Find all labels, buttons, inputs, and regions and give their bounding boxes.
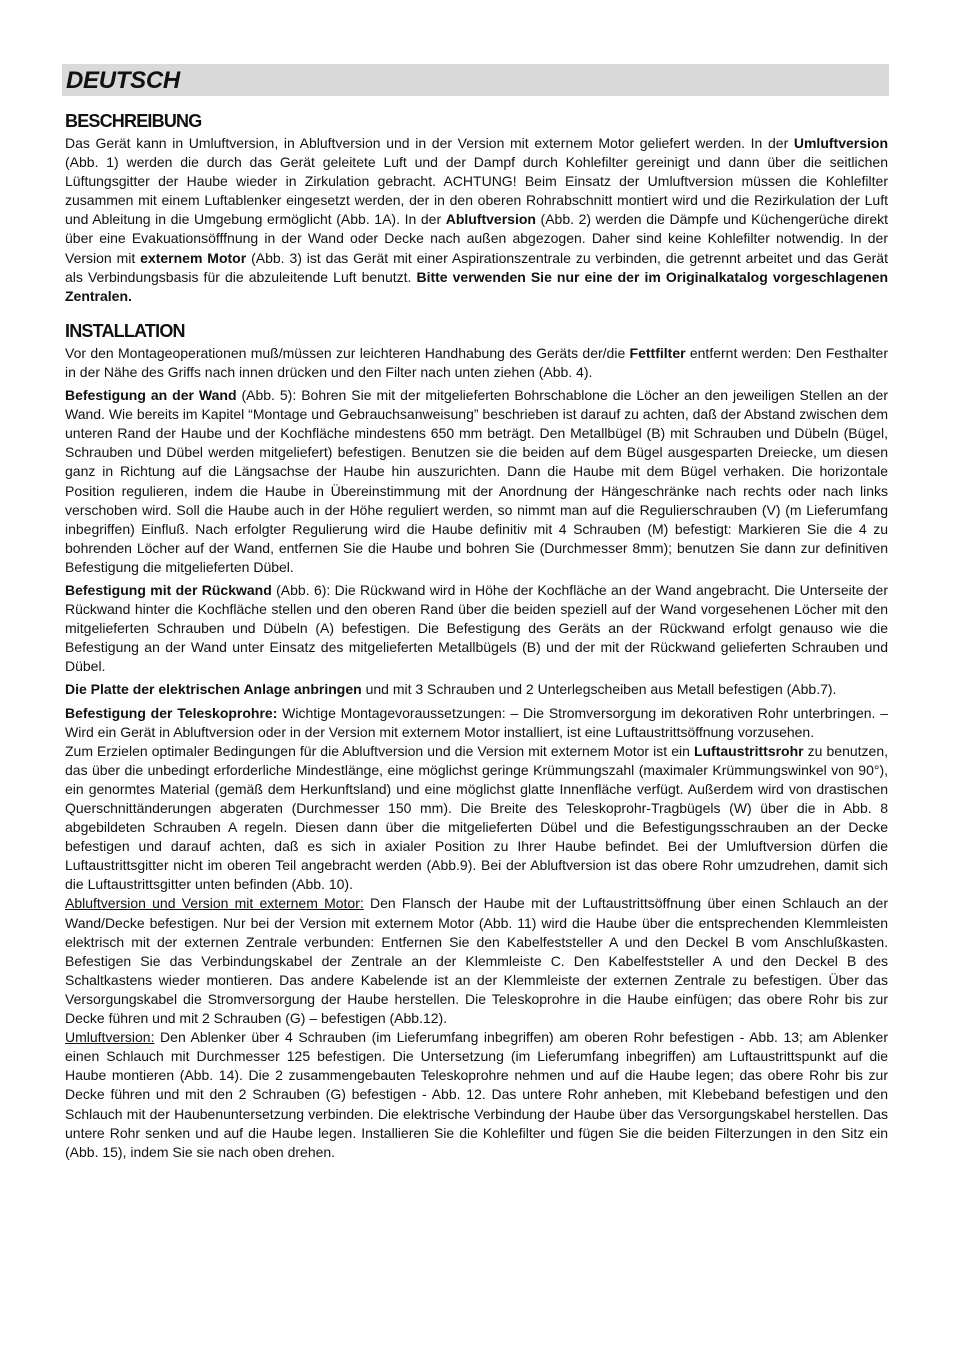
recirculation-version-paragraph: Umluftversion: Den Ablenker über 4 Schrauben (im Lieferumfang inbegriffen) am oberen Rohr befestigen - Abb. 13; am Ablenker einen Schlauch mit Durchmesser 125 befestigen. Die Untersetzung (im Lieferumfang inbegriffen) am Luftaustrittspunkt auf die Haube montieren (Abb. 14). Die 2 zusammengebauten Teleskoprohre nehmen und auf die Haube legen; das obere Rohr bis zur Decke führen und mit den 2 Schrauben (G) befestigen - Abb. 12. Das untere Rohr anheben, mit Klebeband befestigen und den Schlauch mit der Haubenuntersetzung verbinden. Die elektrische Verbindung der Haube über das Versorgungskabel herstellen. Das untere Rohr senken und auf die Haube legen. Installieren Sie die Kohlefilter und fügen Sie die beiden Filterzungen in den Sitz ein (Abb. 15), indem Sie sie nach oben drehen. [65, 1029, 888, 1160]
ducted-version-paragraph: Abluftversion und Version mit externem Motor: Den Flansch der Haube mit der Luftaustrittsöffnung über einen Schlauch an der Wand/Decke befestigen. Nur bei der Version mit externem Motor (Abb. 11) wird die Haube über die entsprechenden Klemmleisten elektrisch mit der externen Zentrale verbunden: Entfernen Sie den Kabelfeststeller A und den Deckel B vom Anschlußkasten. Befestigen Sie das Verbindungskabel der Zentrale an der Klemmleiste C. Den Kabelfeststeller A und den Deckel B des Schaltkastens wieder montieren. Das andere Kabelende ist an der Klemmleiste der externen Zentrale zu befestigen. Über das Versorgungskabel die Stromversorgung der Haube herstellen. Die Teleskoprohre in die Haube einfügen; das obere Rohr bis zur Decke führen und mit 2 Schrauben (G) – befestigen (Abb.12). [65, 895, 888, 1027]
description-heading: BESCHREIBUNG [65, 111, 202, 131]
installation-heading: INSTALLATION [65, 320, 185, 341]
exhaust-tube-paragraph: Zum Erzielen optimaler Bedingungen für die Abluftversion und die Version mit externem Motor ist ein Luftaustrittsrohr zu benutzen, das über die unbedingt erforderliche Mindestlänge, eine möglichst geringe Krümmungszahl (maximaler Krümmungswinkel von 90°), ein genormtes Material (gemäß dem Herkunftsland) und eine möglichst glatte Innenfläche verfügt. Außerdem wird von drastischen Querschnittänderungen abgeraten (Durchmesser 150 mm). Die Breite des Teleskoprohr-Tragbügels (W) über die in Abb. 8 abgebildeten Schrauben A regeln. Diesen dann über die mitgelieferten Dübel und die Befestigungsschrauben an der Decke befestigen und darauf achten, daß es sich in axialer Position zu Ihrer Haube befindet. Bei der Umluftversion dürfen die Luftaustrittsgitter nicht im oberen Teil angebracht werden (Abb.9). Bei der Abluftversion ist das obere Rohr umzudrehen, damit sich die Luftaustrittsgitter unten befinden (Abb. 10). [65, 742, 889, 893]
language-title: DEUTSCH [66, 67, 180, 94]
telescopic-tubes-paragraph: Befestigung der Teleskoprohre: Wichtige Montagevoraussetzungen: – Die Stromversorgung im dekorativen Rohr unterbringen. – Wird ein Gerät in Abluftversion oder in der Version mit externem Motor installiert, ist eine Luftaustrittsöffnung vorzusehen. [65, 704, 888, 740]
description-paragraph: Das Gerät kann in Umluftversion, in Abluftversion und in der Version mit externem Motor geliefert werden. In der Umluftversion (Abb. 1) werden die durch das Gerät geleitete Luft und der Dampf durch Kohlefilter gereinigt und dann über die seitlichen Lüftungsgitter der Haube wieder in Zirkulation gebracht. ACHTUNG! Beim Einsatz der Umluftversion müssen die Kohlefilter zusammen mit einem Luftablenker eingesetzt werden, der in den oberen Rohrabschnitt montiert wird und die Rezirkulation der Luft und Ableitung in die Umgebung ermöglicht (Abb. 1A). In der Abluftversion (Abb. 2) werden die Dämpfe und Küchengerüche direkt über eine Evakuationsöfffnung in der Wand oder Decke nach außen abgezogen. Daher sind keine Kohlefilter notwendig. In der Version mit externem Motor (Abb. 3) ist das Gerät mit einer Aspirationszentrale zu verbinden, die getrennt arbeitet und das Gerät als Verbindungsbasis für die abzuleitende Luft benutzt. Bitte verwenden Sie nur eine der im Originalkatalog vorgeschlagenen Zentralen. [65, 135, 888, 304]
backpanel-mounting-paragraph: Befestigung mit der Rückwand (Abb. 6): Die Rückwand wird in Höhe der Kochfläche an der Wand angebracht. Die Unterseite der Rückwand hinter die Kochfläche stellen und den oberen Rand über die beiden speziell auf der Wand vorgesehenen Löcher mit den mitgelieferten Schrauben und Dübeln (A) befestigen. Die Befestigung des Geräts an der Rückwand erfolgt genauso wie die Befestigung an der Wand unter Einsatz des mitgelieferten Metallbügels (B) und der mit der Rückwand gelieferten Schrauben und Dübel. [65, 581, 889, 675]
grease-filter-paragraph: Vor den Montageoperationen muß/müssen zur leichteren Handhabung des Geräts der/die Fettfilter entfernt werden: Den Festhalter in der Nähe des Griffs nach innen drücken und den Filter nach unten ziehen (Abb. 4). [65, 344, 888, 380]
document-body [65, 108, 888, 1162]
language-header-band [62, 64, 889, 96]
electrical-plate-paragraph: Die Platte der elektrischen Anlage anbringen und mit 3 Schrauben und 2 Unterlegscheiben aus Metall befestigen (Abb.7). [65, 681, 837, 698]
wall-mounting-paragraph: Befestigung an der Wand (Abb. 5): Bohren Sie mit der mitgelieferten Bohrschablone die Löcher an den jeweiligen Stellen an der Wand. Wie bereits im Kapitel “Montage und Gebrauchsanweisung” beschrieben ist darauf zu achten, daß der Abstand zwischen dem unteren Rand der Haube und der Kochfläche mindestens 650 mm beträgt. Den Metallbügel (B) mit Schrauben und Dübeln (Bügel, Schrauben und Dübel werden mitgeliefert) befestigen. Benutzen sie die beiden auf dem Bügel ausgesparten Dreiecke, um diesen ganz in Richtung auf die Längsachse der Haube hin auszurichten. Dann die Haube mit dem Bügel verhaken. Die horizontale Position regulieren, indem die Haube in Übereinstimmung mit der Anordnung der Hängeschränke nach rechts oder nach links verschoben wird. Soll die Haube auch in der Höhe reguliert werden, so nimmt man auf die Regulierschrauben (V) (m Lieferumfang inbegriffen) Einfluß. Nach erfolgter Regulierung wird die Haube definitiv mit 4 Schrauben (M) befestigt: Markieren Sie die 4 zu bohrenden Löcher auf der Wand, entfernen Sie die Haube und bohren Sie (Durchmesser 8mm); benutzen Sie dann zur definitiven Befestigung die mitgelieferten Dübel. [65, 387, 888, 575]
